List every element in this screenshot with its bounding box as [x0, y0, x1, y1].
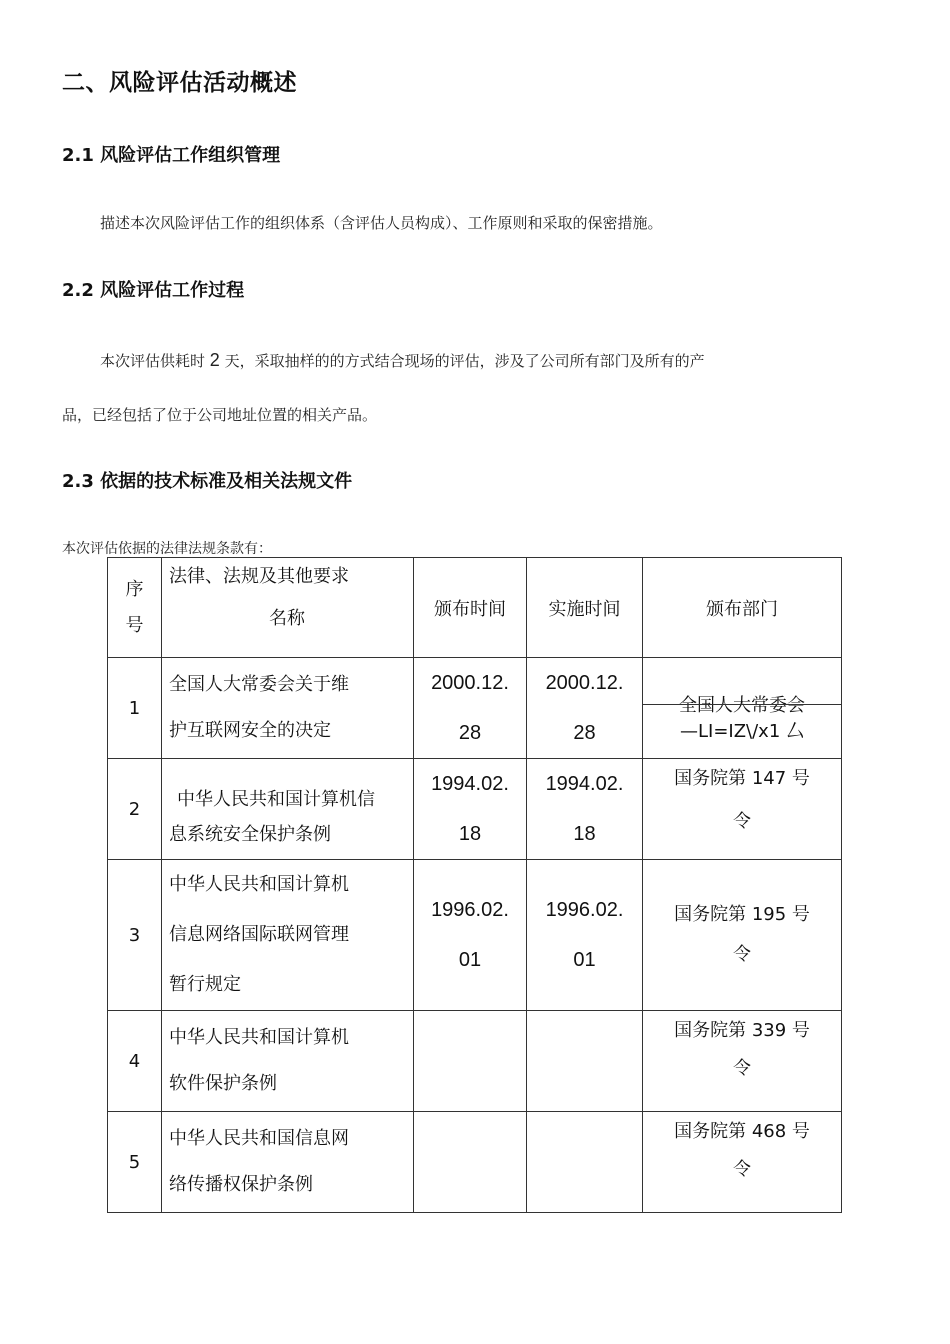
row-issue-date	[414, 658, 527, 759]
row-name-line: 信息网络国际联网管理	[169, 924, 349, 945]
table-row	[108, 860, 842, 1011]
header-seq-line2: 号	[125, 614, 144, 636]
row-effective-date-line: 2000.12.	[545, 672, 624, 694]
row-seq: 5	[108, 1112, 162, 1213]
header-seq	[108, 558, 162, 658]
row-effective-date-line: 1996.02.	[545, 899, 624, 921]
row-issue-date	[414, 1011, 527, 1112]
row-effective-date-line: 1994.02.	[545, 773, 624, 795]
department-split-line	[643, 704, 841, 705]
row-name-line: 软件保护条例	[169, 1073, 277, 1094]
row-department-line: 令	[733, 944, 751, 965]
paragraph-2-2-part-b: 天，采取抽样的的方式结合现场的评估，涉及了公司所有部门及所有的产	[224, 352, 705, 370]
days-count: 2	[209, 350, 220, 370]
row-issue-date-line: 1994.02.	[431, 773, 509, 795]
table-row	[108, 1011, 842, 1112]
row-effective-date	[527, 860, 643, 1011]
row-department	[643, 860, 842, 1011]
row-effective-date-line: 01	[573, 949, 596, 971]
heading-2-2: 2.2 风险评估工作过程	[62, 280, 245, 301]
row-name	[162, 1011, 414, 1112]
row-issue-date	[414, 1112, 527, 1213]
row-seq: 2	[108, 759, 162, 860]
paragraph-2-1: 描述本次风险评估工作的组织体系（含评估人员构成）、工作原则和采取的保密措施。	[100, 214, 663, 232]
row-department	[643, 658, 842, 759]
header-effective-date: 实施时间	[527, 558, 643, 658]
row-name-line: 中华人民共和国信息网	[169, 1128, 349, 1149]
row-department-line: 国务院第 339 号	[674, 1020, 810, 1041]
row-name-line: 络传播权保护条例	[169, 1174, 313, 1195]
row-name-line: 护互联网安全的决定	[169, 720, 331, 741]
row-name	[162, 860, 414, 1011]
section-title: 二、风险评估活动概述	[62, 70, 297, 96]
row-name-line: 息系统安全保护条例	[169, 824, 331, 845]
row-issue-date-line: 18	[458, 823, 482, 845]
row-seq: 1	[108, 658, 162, 759]
table-row	[108, 759, 842, 860]
row-issue-date	[414, 860, 527, 1011]
row-department-line: 国务院第 195 号	[674, 904, 810, 925]
heading-2-3: 2.3 依据的技术标准及相关法规文件	[62, 471, 353, 492]
row-effective-date-line: 18	[573, 823, 596, 845]
row-department	[643, 759, 842, 860]
header-name-line1: 法律、法规及其他要求	[169, 566, 349, 587]
row-name	[162, 759, 414, 860]
row-effective-date	[527, 1011, 643, 1112]
row-name-line: 全国人大常委会关于维	[169, 674, 349, 695]
row-name	[162, 658, 414, 759]
row-department-line: 令	[733, 1159, 751, 1180]
heading-2-1: 2.1 风险评估工作组织管理	[62, 145, 281, 166]
header-name-line2: 名称	[269, 608, 305, 629]
row-name	[162, 1112, 414, 1213]
row-effective-date-line: 28	[573, 722, 596, 744]
row-name-line: 中华人民共和国计算机信	[177, 789, 375, 810]
row-effective-date	[527, 658, 643, 759]
row-department-line: 国务院第 468 号	[674, 1121, 810, 1142]
row-issue-date-line: 01	[458, 949, 482, 971]
row-department-line: 国务院第 147 号	[674, 768, 810, 789]
table-row	[108, 658, 842, 759]
row-effective-date	[527, 1112, 643, 1213]
row-issue-date-line: 1996.02.	[431, 899, 509, 921]
row-department-line: 令	[733, 1058, 751, 1079]
table-header-row	[108, 558, 842, 658]
row-department	[643, 1112, 842, 1213]
paragraph-2-2-line2: 品，已经包括了位于公司地址位置的相关产品。	[62, 406, 378, 424]
row-department-line: 全国人大常委会	[679, 695, 805, 716]
row-issue-date	[414, 759, 527, 860]
header-seq-line1: 序	[125, 578, 144, 600]
header-name	[162, 558, 414, 658]
paragraph-2-3-intro: 本次评估依据的法律法规条款有：	[62, 541, 272, 557]
row-department	[643, 1011, 842, 1112]
row-name-line: 中华人民共和国计算机	[169, 874, 349, 895]
row-issue-date-line: 2000.12.	[431, 672, 509, 694]
table-row	[108, 1112, 842, 1213]
header-department: 颁布部门	[643, 558, 842, 658]
row-seq: 3	[108, 860, 162, 1011]
row-department-line: 令	[733, 811, 751, 832]
row-effective-date	[527, 759, 643, 860]
paragraph-2-2-line1	[100, 350, 705, 371]
row-seq: 4	[108, 1011, 162, 1112]
regulations-table	[107, 557, 842, 1213]
row-issue-date-line: 28	[458, 722, 482, 744]
row-name-line: 暂行规定	[169, 974, 241, 995]
row-name-line: 中华人民共和国计算机	[169, 1027, 349, 1048]
paragraph-2-2-part-a: 本次评估供耗时	[100, 352, 206, 370]
row-department-line: —LI=IZ\/x1 厶	[679, 721, 804, 742]
header-issue-date: 颁布时间	[414, 558, 527, 658]
